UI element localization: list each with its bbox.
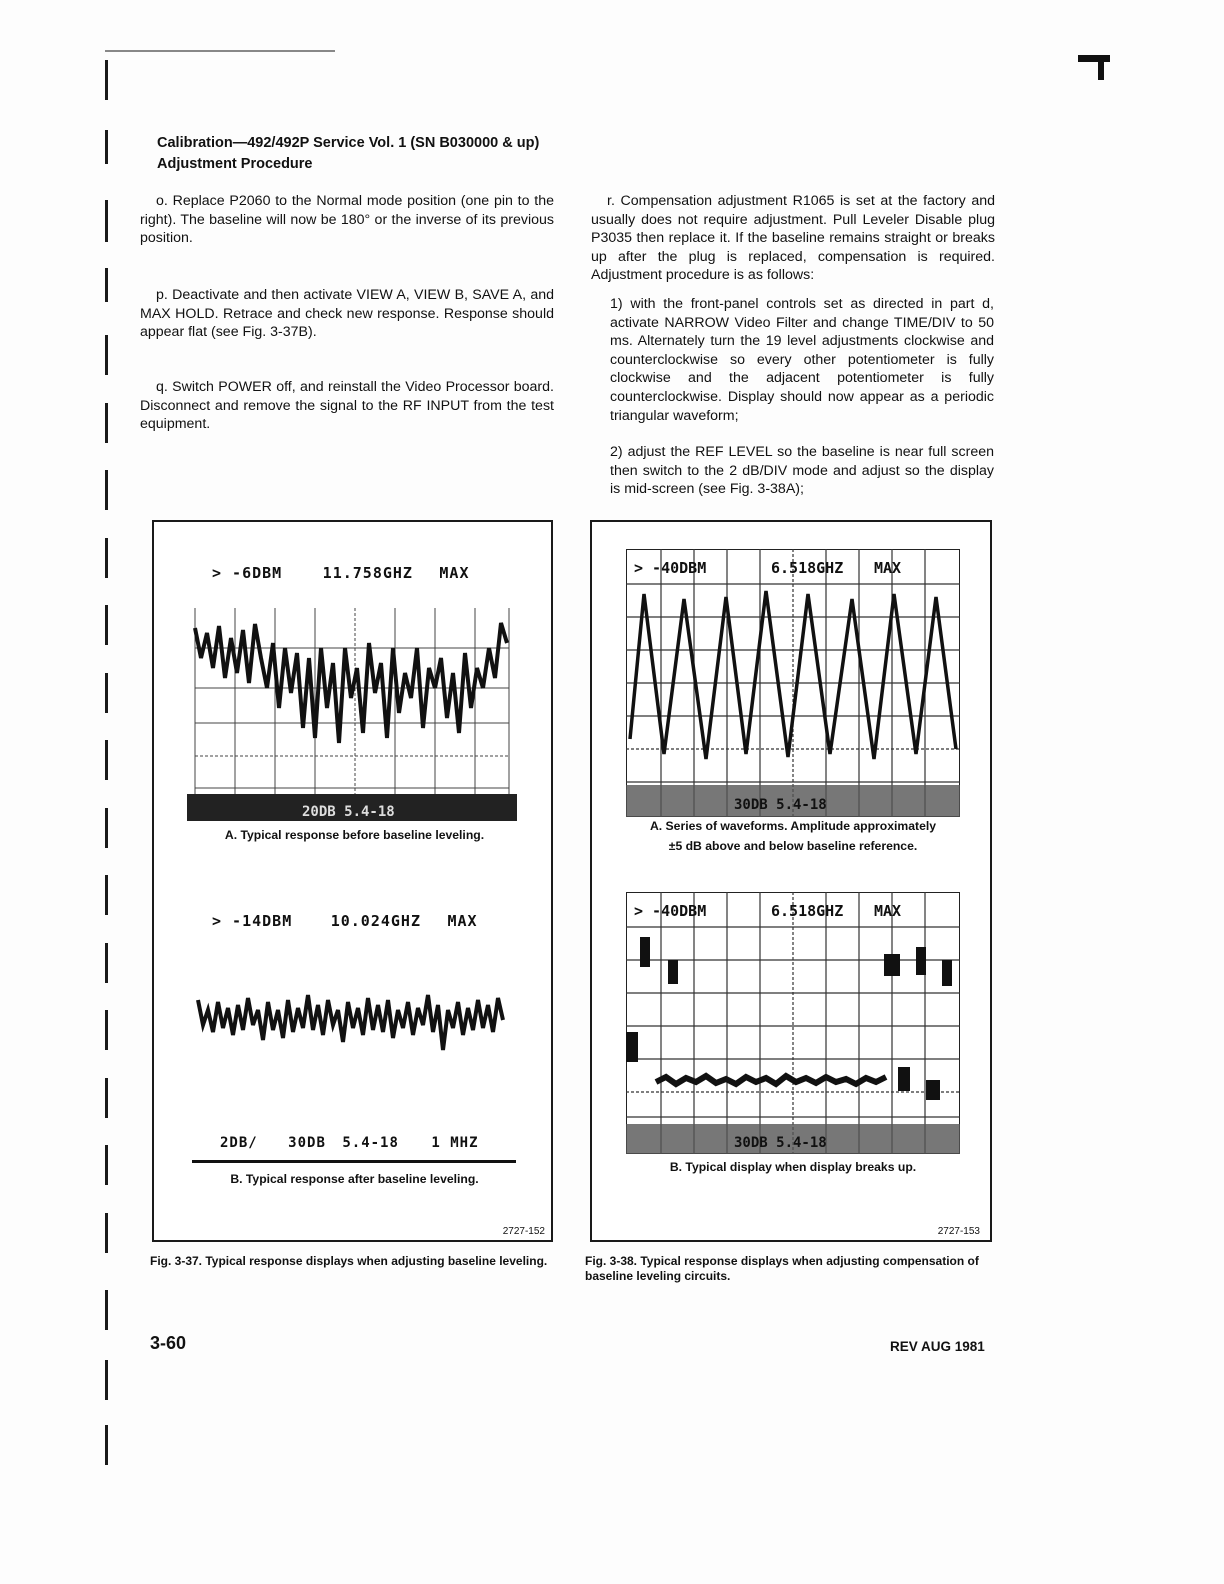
resolution: 1 MHZ [431,1135,479,1151]
corner-mark [1098,58,1104,80]
header-subtitle: Adjustment Procedure [157,156,313,172]
scan-edge-line [105,50,335,52]
revision-bar [105,1290,108,1330]
ref-level: > -6DBM [212,564,283,582]
ref-level: > -14DBM [212,912,293,930]
scale-div: 2DB/ [220,1135,258,1151]
caption-3-37b: B. Typical response after baseline leveling. [230,1172,479,1186]
revision-bar [105,875,108,915]
revision-bar [105,808,108,848]
revision-bar [105,403,108,443]
revision-bar [105,538,108,578]
spectrum-trace-d [626,892,960,1154]
paragraph-r: r. Compensation adjustment R1065 is set at the factory and usually does not require adjustment. Pull Leveler Disable plug P3035 then replace it. If the baseline remains straight or breaks up after the plug is replaced, compensation is required. Adjustment procedure is as follows: [591,193,995,284]
figure-3-38 [590,520,992,1242]
page-header [157,133,539,175]
revision-bar [105,605,108,645]
caption-3-38a-line1: A. Series of waveforms. Amplitude approximately [649,819,937,833]
step-2: 2) adjust the REF LEVEL so the baseline is near full screen then switch to the 2 dB/DIV mode and adjust so the display is mid-screen (see Fig. 3-38A); [610,444,994,498]
center-frequency: 6.518GHZ [771,902,844,920]
breakup-segment [668,960,678,984]
figure-caption-3-37: Fig. 3-37. Typical response displays when adjusting baseline leveling. [150,1254,548,1268]
revision-bar [105,1078,108,1118]
revision-bar [105,740,108,780]
figure-3-37 [152,520,553,1242]
spectrum-trace-b [194,980,514,1090]
center-frequency: 10.024GHZ [330,912,421,930]
revision-bar [105,470,108,510]
revision-bar [105,335,108,375]
revision-bar [105,943,108,983]
revision-bar [105,673,108,713]
breakup-segment [626,1032,638,1062]
revision-bar [105,268,108,302]
revision-bar [105,1360,108,1400]
caption-3-37a: A. Typical response before baseline leveling. [224,828,485,842]
revision-bar [105,1145,108,1185]
header-title: Calibration—492/492P Service Vol. 1 (SN B030000 & up) [157,135,540,151]
center-frequency: 11.758GHZ [322,564,413,582]
spectrum-trace-c [626,549,960,817]
ref-level: > -40DBM [634,559,707,577]
screen-a-readout [212,564,470,583]
figure-number: 2727-153 [937,1226,980,1237]
trace-a-path [195,623,507,743]
paragraph-o: o. Replace P2060 to the Normal mode position (one pin to the right). The baseline will now be 180° or the inverse of its previous position. [140,193,554,247]
screen-b-readout [212,912,478,931]
revision-bar [105,1425,108,1465]
figure-number: 2727-152 [502,1226,545,1237]
screen-b-bottom-readout [192,1134,516,1152]
step-1: 1) with the front-panel controls set as directed in part d, activate NARROW Video Filter and change TIME/DIV to 50 ms. Alternately turn the 19 level adjustments clockwise and counterclockwise so every other potentiometer is fully clockwise and the adjacent potentiometer is fully counterclockwise. Display should now appear as a periodic triangular waveform; [610,296,994,424]
revision-bar [105,200,108,242]
spectrum-trace-a [187,588,517,823]
display-mode: MAX [447,912,478,930]
baseline-rule [192,1160,516,1163]
bottom-readout: 30DB 5.4-18 [734,1135,827,1151]
display-mode: MAX [439,564,470,582]
display-mode: MAX [874,902,902,920]
center-frequency: 6.518GHZ [771,559,844,577]
caption-3-38a-line2: ±5 dB above and below baseline reference. [668,839,918,853]
band: 5.4-18 [342,1135,399,1151]
paragraph-p: p. Deactivate and then activate VIEW A, VIEW B, SAVE A, and MAX HOLD. Retrace and check new response. Response should appear flat (see Fig. 3-37B). [140,287,554,341]
paragraph-q: q. Switch POWER off, and reinstall the Video Processor board. Disconnect and remove the signal to the RF INPUT from the test equipment. [140,379,554,433]
breakup-segment [942,960,952,986]
revision-bar [105,130,108,164]
page-number: 3-60 [150,1333,187,1353]
revision-bar [105,60,108,100]
breakup-segment [916,947,926,975]
breakup-segment [898,1067,910,1091]
caption-3-38b: B. Typical display when display breaks up. [669,1160,917,1174]
trace-b-path [198,995,503,1050]
trace-a-bottom-label: 20DB 5.4-18 [302,804,395,820]
figure-caption-3-38: Fig. 3-38. Typical response displays when adjusting compensation of baseline leveling circuits. [585,1254,979,1283]
ref-level: > -40DBM [634,902,707,920]
corner-mark [1078,55,1110,62]
ref-attenuation: 30DB [288,1135,326,1151]
breakup-segment [640,937,650,967]
bottom-readout: 30DB 5.4-18 [734,797,827,813]
revision-date: REV AUG 1981 [890,1339,985,1354]
breakup-segment [884,954,900,976]
breakup-segment [926,1080,940,1100]
display-mode: MAX [874,559,902,577]
revision-bar [105,1213,108,1253]
revision-bar [105,1010,108,1050]
